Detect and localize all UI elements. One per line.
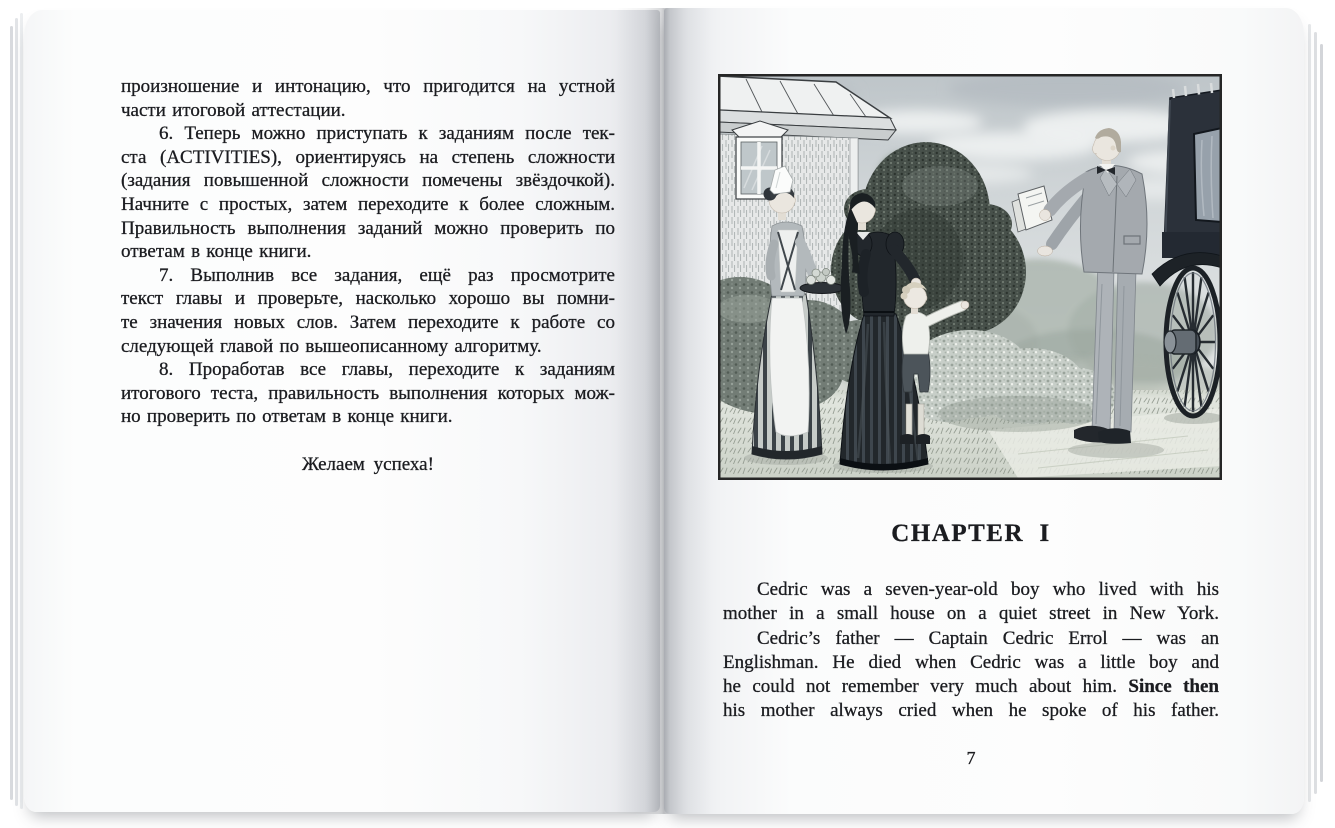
page-edge-stack-right: [1308, 24, 1311, 802]
text-line: (задания повышенной сложности помечены звёздочкой).: [121, 170, 615, 192]
text-line: [723, 675, 1219, 699]
page-number: 7: [966, 748, 976, 768]
page-edge-stack-right: [1314, 32, 1317, 794]
text-line: 6. Теперь можно приступать к заданиям после тек-: [159, 123, 615, 145]
left-page: [24, 10, 660, 812]
chapter-heading: CHAPTER I: [891, 520, 1051, 547]
tray: [800, 283, 844, 294]
closing-wish: Желаем успеха!: [302, 453, 434, 475]
text-line: Englishman. He died when Cedric was a little boy and: [723, 651, 1219, 673]
right-text-column: [723, 578, 1219, 724]
page-edge-stack-right: [1320, 44, 1323, 782]
page-edge-stack-left: [15, 18, 18, 806]
text-line: следующей главой по вышеописанному алгоритму.: [121, 335, 542, 357]
page-edge-stack-left: [20, 13, 23, 809]
text-line: mother in a small house on a quiet street in New York.: [723, 603, 1219, 625]
text-line: Правильность выполнения заданий можно проверить по: [121, 217, 615, 239]
left-text-column: [121, 75, 615, 477]
right-page: [664, 8, 1304, 814]
text-line: те значения новых слов. Затем переходите к работе со: [121, 311, 615, 333]
text-line: Cedric was a seven-year-old boy who lived with his: [757, 579, 1219, 600]
text-segment: he could not remember very much about him.: [723, 676, 1117, 698]
text-line: но проверить по ответам в конце книги.: [121, 406, 453, 428]
text-line: итогового теста, правильность выполнения которых мож-: [121, 382, 615, 404]
text-line: ста (ACTIVITIES), ориентируясь на степень сложности: [121, 146, 615, 168]
bold-text-segment: Since then: [1128, 676, 1219, 698]
text-line: his mother always cried when he spoke of his father.: [723, 700, 1219, 722]
page-edge-stack-left: [10, 26, 13, 800]
text-line: произношение и интонацию, что пригодится на устной: [121, 76, 615, 97]
carriage-wheel: [1164, 268, 1220, 416]
text-line: Начните с простых, затем переходите к более сложным.: [121, 193, 615, 215]
text-line: ответам в конце книги.: [121, 241, 312, 263]
chapter-illustration: [718, 74, 1222, 480]
carriage-window: [1194, 128, 1222, 222]
text-line: Cedric’s father — Captain Cedric Errol — was an: [757, 627, 1219, 649]
text-line: 8. Проработав все главы, переходите к заданиям: [159, 359, 615, 381]
text-line: текст главы и проверьте, насколько хорошо вы помни-: [121, 288, 615, 310]
text-line: части итоговой аттестации.: [121, 99, 346, 121]
apron: [770, 298, 809, 436]
text-line: 7. Выполнив все задания, ещё раз просмотрите: [159, 264, 615, 286]
